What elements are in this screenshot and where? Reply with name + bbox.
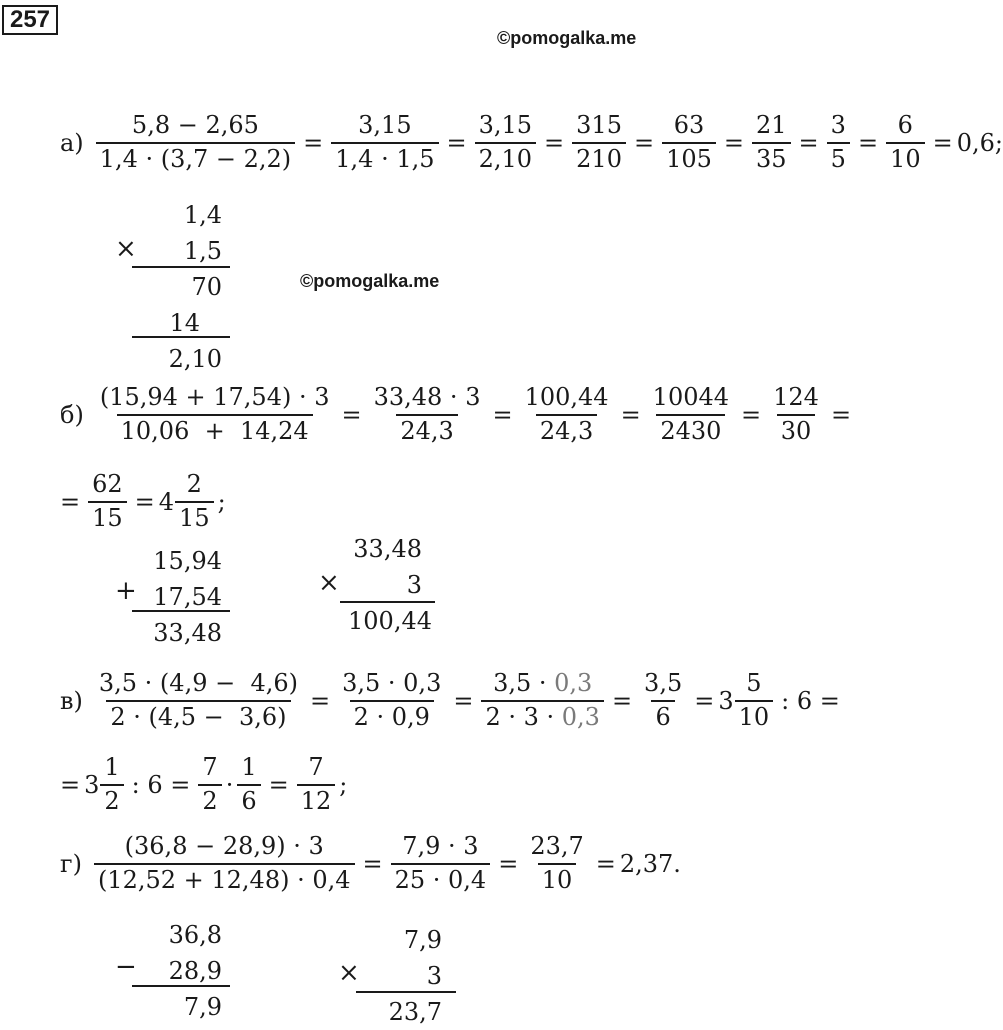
fraction: $\frac{3,5 \cdot 0,3}{2 \cdot 0,9}$ (342, 669, 442, 731)
problem-number: 257 (2, 5, 58, 35)
part-v-equation-line2: = 3 $\frac{1}{2}$ : 6 = $\frac{7}{2}$ · $\frac{1}{6}$ = $\frac{7}{12}$ ; (60, 753, 348, 815)
fraction: $\frac{3,5}{6}$ (644, 669, 683, 731)
part-b-equation-line2: = $\frac{62}{15}$ = 4 $\frac{2}{15}$ ; (60, 470, 226, 532)
fraction: $\frac{7,9 \cdot 3}{25 \cdot 0,4}$ (391, 833, 491, 894)
fraction: $\frac{3,5 \cdot 0,3}{2 \cdot 3 \cdot 0,3}$ (481, 670, 603, 731)
watermark-middle: ©pomogalka.me (300, 271, 440, 291)
part-g-label: г) (60, 849, 82, 878)
part-v-label: в) (60, 686, 83, 715)
part-g-equation: г) $\frac{(36,8 - 28,9) \cdot 3}{(12,52 + 12,48) \cdot 0,4}$ = $\frac{7,9 \cdot 3}{25 \cdot 0,4}$ = $\frac{23,7}{10}$ = 2,37. (60, 832, 681, 894)
fraction: $\frac{7}{2}$ (198, 754, 221, 815)
fraction: $\frac{(36,8 - 28,9) \cdot 3}{(12,52 + 12,48) \cdot 0,4}$ (94, 833, 355, 894)
fraction: $\frac{23,7}{10}$ (530, 832, 584, 894)
fraction: $\frac{62}{15}$ (88, 471, 127, 532)
part-a-equation: а) $\frac{5,8 - 2,65}{1,4 \cdot (3,7 - 2,2)}$ = $\frac{3,15}{1,4 \cdot 1,5}$ = $\frac{3,15}{2,10}$ = $\frac{315}{210}$ = $\frac{63}{105}$ = $\frac{21}{35}$ = $\frac{3}{5}$ = $\frac{6}{10}$ = 0,6; (60, 111, 1003, 173)
fraction: $\frac{3,15}{1,4 \cdot 1,5}$ (331, 112, 438, 173)
part-a-result: 0,6; (956, 128, 1003, 157)
fraction: $\frac{63}{105}$ (662, 112, 716, 173)
part-b-equation: б) $\frac{(15,94 + 17,54) \cdot 3}{10,06 + 14,24}$ = $\frac{33,48 \cdot 3}{24,3}$ = $\frac{100,44}{24,3}$ = $\frac{10044}{2430}$ = $\frac{124}{30}$ = (60, 383, 852, 445)
fraction: $\frac{315}{210}$ (572, 112, 626, 173)
fraction: $\frac{124}{30}$ (773, 383, 819, 445)
fraction: $\frac{3,5 \cdot (4,9 - 4,6)}{2 \cdot (4,5 - 3,6)}$ (98, 669, 298, 731)
mixed-number: 3 $\frac{5}{10}$ (718, 670, 777, 731)
fraction: $\frac{10044}{2430}$ (652, 383, 730, 445)
fraction: $\frac{100,44}{24,3}$ (524, 383, 609, 445)
part-g-result: 2,37. (619, 849, 681, 878)
fraction: $\frac{21}{35}$ (752, 112, 791, 173)
mixed-number: 3 $\frac{1}{2}$ (84, 754, 128, 815)
part-a-label: а) (60, 128, 84, 157)
mixed-number: 4 $\frac{2}{15}$ (159, 471, 218, 532)
fraction: $\frac{(15,94 + 17,54) \cdot 3}{10,06 + 14,24}$ (99, 383, 330, 445)
part-v-equation: в) $\frac{3,5 \cdot (4,9 - 4,6)}{2 \cdot (4,5 - 3,6)}$ = $\frac{3,5 \cdot 0,3}{2 \cdot 0,9}$ = $\frac{3,5 \cdot 0,3}{2 \cdot 3 \cdot 0,3}$ = $\frac{3,5}{6}$ = 3 $\frac{5}{10}$ : 6 = (60, 669, 840, 731)
part-b-label: б) (60, 400, 84, 429)
fraction: $\frac{3,15}{2,10}$ (475, 112, 536, 173)
fraction: $\frac{33,48 \cdot 3}{24,3}$ (373, 383, 481, 445)
fraction: $\frac{6}{10}$ (886, 112, 925, 173)
fraction: $\frac{7}{12}$ (297, 754, 336, 815)
fraction: $\frac{5,8 - 2,65}{1,4 \cdot (3,7 - 2,2)}$ (96, 112, 295, 173)
fraction: $\frac{3}{5}$ (827, 112, 850, 173)
watermark-top: ©pomogalka.me (497, 28, 637, 48)
fraction: $\frac{1}{6}$ (237, 754, 260, 815)
